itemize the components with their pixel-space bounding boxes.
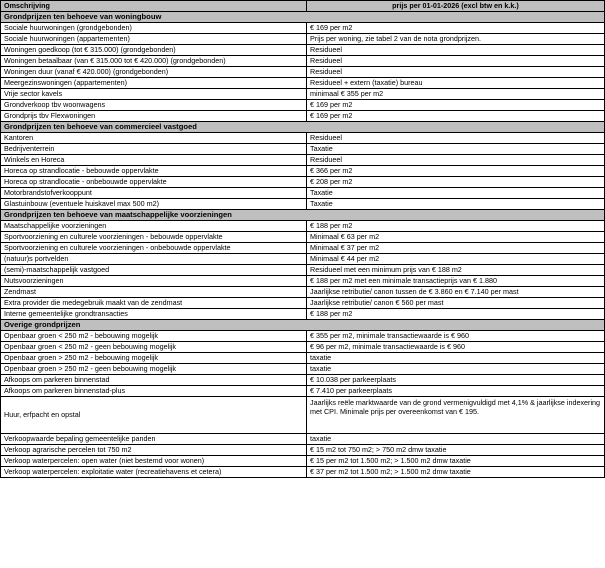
- row-prijs: Taxatie: [307, 188, 605, 199]
- section-header-row: [1, 210, 605, 221]
- table-row: [1, 111, 605, 122]
- row-prijs: taxatie: [307, 434, 605, 445]
- row-omschrijving: Nutsvoorzieningen: [1, 276, 307, 287]
- row-omschrijving: Horeca op strandlocatie - onbebouwde oppervlakte: [1, 177, 307, 188]
- table-row: [1, 353, 605, 364]
- row-omschrijving: Openbaar groen > 250 m2 - bebouwing mogelijk: [1, 353, 307, 364]
- header-omschrijving: Omschrijving: [1, 1, 307, 12]
- row-prijs: € 15 per m2 tot 1.500 m2; > 1.500 m2 dmw taxatie: [307, 456, 605, 467]
- section-header-row: [1, 320, 605, 331]
- row-prijs: € 169 per m2: [307, 111, 605, 122]
- row-omschrijving: Openbaar groen < 250 m2 - geen bebouwing mogelijk: [1, 342, 307, 353]
- row-omschrijving: Afkoops om parkeren binnenstad-plus: [1, 386, 307, 397]
- row-omschrijving: Bedrijventerrein: [1, 144, 307, 155]
- row-omschrijving: Woningen goedkoop (tot € 315.000) (grondgebonden): [1, 45, 307, 56]
- row-prijs: € 7.410 per parkeerplaats: [307, 386, 605, 397]
- row-omschrijving: (semi)-maatschappelijk vastgoed: [1, 265, 307, 276]
- table-row: [1, 23, 605, 34]
- row-prijs: € 169 per m2: [307, 100, 605, 111]
- row-prijs: € 169 per m2: [307, 23, 605, 34]
- row-omschrijving: Woningen betaalbaar (van € 315.000 tot € 420.000) (grondgebonden): [1, 56, 307, 67]
- table-row: [1, 232, 605, 243]
- table-row: [1, 34, 605, 45]
- row-prijs: taxatie: [307, 364, 605, 375]
- table-row: [1, 78, 605, 89]
- row-omschrijving: Openbaar groen > 250 m2 - geen bebouwing mogelijk: [1, 364, 307, 375]
- row-prijs: Taxatie: [307, 199, 605, 210]
- table-row: [1, 188, 605, 199]
- row-omschrijving: (natuur)s portvelden: [1, 254, 307, 265]
- row-omschrijving: Sportvoorziening en culturele voorzieningen - onbebouwde oppervlakte: [1, 243, 307, 254]
- row-omschrijving: Verkoop waterpercelen: open water (niet bestemd voor wonen): [1, 456, 307, 467]
- row-omschrijving: Huur, erfpacht en opstal: [1, 397, 307, 434]
- table-row: [1, 254, 605, 265]
- table-row: [1, 243, 605, 254]
- row-prijs: € 188 per m2 met een minimale transactieprijs van € 1.880: [307, 276, 605, 287]
- table-row: [1, 397, 605, 434]
- section-title: Overige grondprijzen: [1, 320, 605, 331]
- row-prijs: Minimaal € 63 per m2: [307, 232, 605, 243]
- row-prijs: € 188 per m2: [307, 309, 605, 320]
- table-body: [1, 1, 605, 478]
- row-omschrijving: Horeca op strandlocatie - bebouwde oppervlakte: [1, 166, 307, 177]
- row-omschrijving: Verkoop waterpercelen: exploitatie water (recreatiehavens et cetera): [1, 467, 307, 478]
- row-prijs: € 366 per m2: [307, 166, 605, 177]
- row-prijs: Minimaal € 37 per m2: [307, 243, 605, 254]
- row-prijs: € 15 m2 tot 750 m2; > 750 m2 dmw taxatie: [307, 445, 605, 456]
- table-row: [1, 133, 605, 144]
- table-header-row: [1, 1, 605, 12]
- row-prijs: € 188 per m2: [307, 221, 605, 232]
- table-row: [1, 287, 605, 298]
- table-row: [1, 434, 605, 445]
- row-omschrijving: Verkoopwaarde bepaling gemeentelijke panden: [1, 434, 307, 445]
- row-omschrijving: Vrije sector kavels: [1, 89, 307, 100]
- row-prijs: Residueel: [307, 67, 605, 78]
- table-row: [1, 309, 605, 320]
- row-omschrijving: Kantoren: [1, 133, 307, 144]
- table-row: [1, 342, 605, 353]
- section-header-row: [1, 122, 605, 133]
- table-row: [1, 56, 605, 67]
- row-omschrijving: Interne gemeentelijke grondtransacties: [1, 309, 307, 320]
- row-omschrijving: Verkoop agrarische percelen tot 750 m2: [1, 445, 307, 456]
- table-row: [1, 166, 605, 177]
- row-prijs: Residueel: [307, 155, 605, 166]
- row-prijs: € 96 per m2, minimale transactiewaarde is € 960: [307, 342, 605, 353]
- section-title: Grondprijzen ten behoeve van maatschappelijke voorzieningen: [1, 210, 605, 221]
- table-row: [1, 445, 605, 456]
- table-row: [1, 467, 605, 478]
- row-prijs: € 10.038 per parkeerplaats: [307, 375, 605, 386]
- table-row: [1, 456, 605, 467]
- row-omschrijving: Sociale huurwoningen (grondgebonden): [1, 23, 307, 34]
- section-title: Grondprijzen ten behoeve van woningbouw: [1, 12, 605, 23]
- row-prijs: Residueel met een minimum prijs van € 188 m2: [307, 265, 605, 276]
- row-omschrijving: Winkels en Horeca: [1, 155, 307, 166]
- row-prijs: Residueel: [307, 133, 605, 144]
- table-row: [1, 331, 605, 342]
- table-row: [1, 155, 605, 166]
- row-omschrijving: Sportvoorziening en culturele voorzieningen - bebouwde oppervlakte: [1, 232, 307, 243]
- row-omschrijving: Openbaar groen < 250 m2 - bebouwing mogelijk: [1, 331, 307, 342]
- row-omschrijving: Zendmast: [1, 287, 307, 298]
- table-row: [1, 177, 605, 188]
- row-omschrijving: Grondprijs tbv Flexwoningen: [1, 111, 307, 122]
- table-row: [1, 221, 605, 232]
- row-omschrijving: Sociale huurwoningen (appartementen): [1, 34, 307, 45]
- row-omschrijving: Woningen duur (vanaf € 420.000) (grondgebonden): [1, 67, 307, 78]
- table-row: [1, 144, 605, 155]
- section-title: Grondprijzen ten behoeve van commercieel vastgoed: [1, 122, 605, 133]
- table-row: [1, 298, 605, 309]
- row-prijs: Prijs per woning, zie tabel 2 van de nota grondprijzen.: [307, 34, 605, 45]
- row-omschrijving: Maatschappelijke voorzieningen: [1, 221, 307, 232]
- table-row: [1, 375, 605, 386]
- row-omschrijving: Motorbrandstofverkooppunt: [1, 188, 307, 199]
- table-row: [1, 89, 605, 100]
- row-omschrijving: Glastuinbouw (eventuele huiskavel max 500 m2): [1, 199, 307, 210]
- row-omschrijving: Grondverkoop tbv woonwagens: [1, 100, 307, 111]
- row-prijs: Residueel: [307, 56, 605, 67]
- table-row: [1, 100, 605, 111]
- row-prijs: Jaarlijkse retributie/ canon tussen de € 3.860 en € 7.140 per mast: [307, 287, 605, 298]
- row-prijs: Minimaal € 44 per m2: [307, 254, 605, 265]
- row-prijs: minimaal € 355 per m2: [307, 89, 605, 100]
- table-row: [1, 45, 605, 56]
- row-omschrijving: Afkoops om parkeren binnenstad: [1, 375, 307, 386]
- header-prijs: prijs per 01-01-2026 (excl btw en k.k.): [307, 1, 605, 12]
- row-prijs: € 355 per m2, minimale transactiewaarde is € 960: [307, 331, 605, 342]
- table-row: [1, 265, 605, 276]
- table-row: [1, 67, 605, 78]
- section-header-row: [1, 12, 605, 23]
- row-prijs: Taxatie: [307, 144, 605, 155]
- row-prijs: Jaarlijks reële marktwaarde van de grond vermenigvuldigd met 4,1% & jaarlijkse indexering met CPI. Minimale prijs per overeenkomst van € 195.: [307, 397, 605, 434]
- row-prijs: Residueel: [307, 45, 605, 56]
- row-prijs: taxatie: [307, 353, 605, 364]
- row-prijs: € 208 per m2: [307, 177, 605, 188]
- row-prijs: € 37 per m2 tot 1.500 m2; > 1.500 m2 dmw taxatie: [307, 467, 605, 478]
- row-prijs: Residueel + extern (taxatie) bureau: [307, 78, 605, 89]
- row-prijs: Jaarlijkse retributie/ canon € 560 per mast: [307, 298, 605, 309]
- row-omschrijving: Extra provider die medegebruik maakt van de zendmast: [1, 298, 307, 309]
- table-row: [1, 386, 605, 397]
- table-row: [1, 364, 605, 375]
- row-omschrijving: Meergezinswoningen (appartementen): [1, 78, 307, 89]
- table-row: [1, 276, 605, 287]
- table-row: [1, 199, 605, 210]
